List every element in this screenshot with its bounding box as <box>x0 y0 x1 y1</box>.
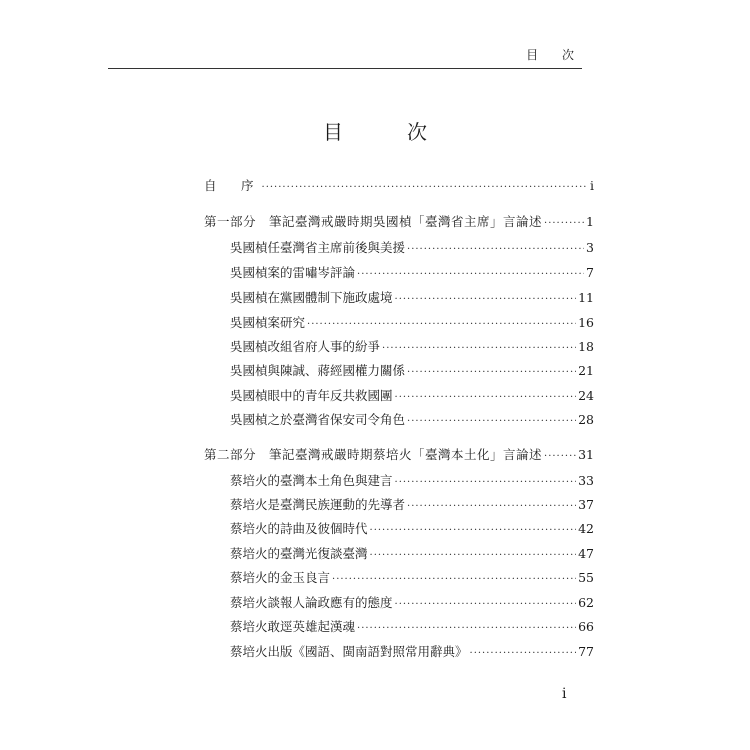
toc-entry[interactable] <box>230 265 594 283</box>
toc-entry[interactable] <box>230 644 594 662</box>
toc-entry-title: 蔡培火談報人論政應有的態度 <box>230 595 393 610</box>
toc-entry[interactable] <box>230 619 594 637</box>
toc-entry[interactable] <box>230 521 594 539</box>
toc-entry-page: 42 <box>578 521 594 536</box>
toc-entry-page: 37 <box>578 497 594 512</box>
toc-entry-page: 55 <box>578 570 594 585</box>
toc-entry-page: 16 <box>578 315 594 330</box>
toc-entry-page: 62 <box>578 595 594 610</box>
dot-leader <box>395 292 577 308</box>
toc-entry-title: 自 序 <box>204 178 260 193</box>
toc-entry[interactable] <box>230 412 594 430</box>
toc-entry-title: 蔡培火的金玉良言 <box>230 570 331 585</box>
dot-leader <box>395 390 577 406</box>
dot-leader <box>407 242 584 258</box>
toc-entry[interactable] <box>230 339 594 357</box>
toc-entry[interactable] <box>230 497 594 515</box>
toc-entry[interactable] <box>230 473 594 491</box>
dot-leader <box>395 475 577 491</box>
toc-entry[interactable] <box>230 363 594 381</box>
toc-part-1[interactable] <box>204 214 594 232</box>
toc-entry-title: 蔡培火的詩曲及彼個時代 <box>230 521 368 536</box>
dot-leader <box>370 523 577 539</box>
dot-leader <box>544 216 584 232</box>
toc-entry-page: 11 <box>578 290 594 305</box>
dot-leader <box>470 646 577 662</box>
toc-entry[interactable] <box>230 290 594 308</box>
toc-entry[interactable] <box>230 388 594 406</box>
toc-part-2[interactable] <box>204 447 594 465</box>
toc-entry[interactable] <box>230 315 594 333</box>
page-title: 目 次 <box>323 120 449 144</box>
toc-entry-page: 28 <box>578 412 594 427</box>
dot-leader <box>262 180 588 196</box>
toc-entry-title: 蔡培火出版《國語、閩南語對照常用辭典》 <box>230 644 468 659</box>
toc-entry[interactable] <box>230 595 594 613</box>
toc-entry-title: 吳國楨在黨國體制下施政處境 <box>230 290 393 305</box>
dot-leader <box>332 572 576 588</box>
toc-entry-title: 吳國楨改組省府人事的紛爭 <box>230 339 381 354</box>
dot-leader <box>395 597 577 613</box>
toc-entry-page: 7 <box>586 265 594 280</box>
toc-entry-page: 18 <box>578 339 594 354</box>
toc-entry-preface[interactable] <box>204 178 594 196</box>
running-head: 目 次 <box>526 48 584 62</box>
toc-entry-title: 蔡培火的臺灣本土角色與建言 <box>230 473 393 488</box>
toc-entry-title: 蔡培火的臺灣光復談臺灣 <box>230 546 368 561</box>
dot-leader <box>544 449 576 465</box>
toc-entry-page: 31 <box>578 447 594 462</box>
toc-entry-page: 47 <box>578 546 594 561</box>
dot-leader <box>370 548 577 564</box>
page-number: i <box>562 686 567 702</box>
toc-entry-title: 蔡培火是臺灣民族運動的先導者 <box>230 497 406 512</box>
toc-entry-page: 21 <box>578 363 594 378</box>
dot-leader <box>407 365 576 381</box>
dot-leader <box>357 267 584 283</box>
toc-entry-title: 吳國楨案研究 <box>230 315 306 330</box>
toc-entry-page: 66 <box>578 619 594 634</box>
toc-entry-title: 吳國楨與陳誠、蔣經國權力關係 <box>230 363 406 378</box>
toc-entry-title: 吳國楨眼中的青年反共救國團 <box>230 388 393 403</box>
dot-leader <box>382 341 576 357</box>
toc-entry-page: 33 <box>578 473 594 488</box>
header-rule <box>108 68 582 69</box>
dot-leader <box>307 317 576 333</box>
toc-entry[interactable] <box>230 546 594 564</box>
toc-entry-page: 3 <box>586 240 594 255</box>
toc-entry-title: 蔡培火敢逕英雄起漢魂 <box>230 619 356 634</box>
toc-entry-title: 吳國楨案的雷嘯岑評論 <box>230 265 356 280</box>
toc-part-title: 第二部分 筆記臺灣戒嚴時期蔡培火「臺灣本土化」言論述 <box>204 447 543 462</box>
toc-part-title: 第一部分 筆記臺灣戒嚴時期吳國楨「臺灣省主席」言論述 <box>204 214 543 229</box>
toc-entry-title: 吳國楨任臺灣省主席前後與美援 <box>230 240 406 255</box>
dot-leader <box>407 414 576 430</box>
dot-leader <box>407 499 576 515</box>
toc-entry[interactable] <box>230 570 594 588</box>
toc-entry-title: 吳國楨之於臺灣省保安司令角色 <box>230 412 406 427</box>
toc-entry-page: 1 <box>586 214 594 229</box>
toc-entry[interactable] <box>230 240 594 258</box>
toc-entry-page: 77 <box>578 644 594 659</box>
toc-entry-page: 24 <box>578 388 594 403</box>
dot-leader <box>357 621 576 637</box>
toc-entry-page: i <box>590 178 594 193</box>
